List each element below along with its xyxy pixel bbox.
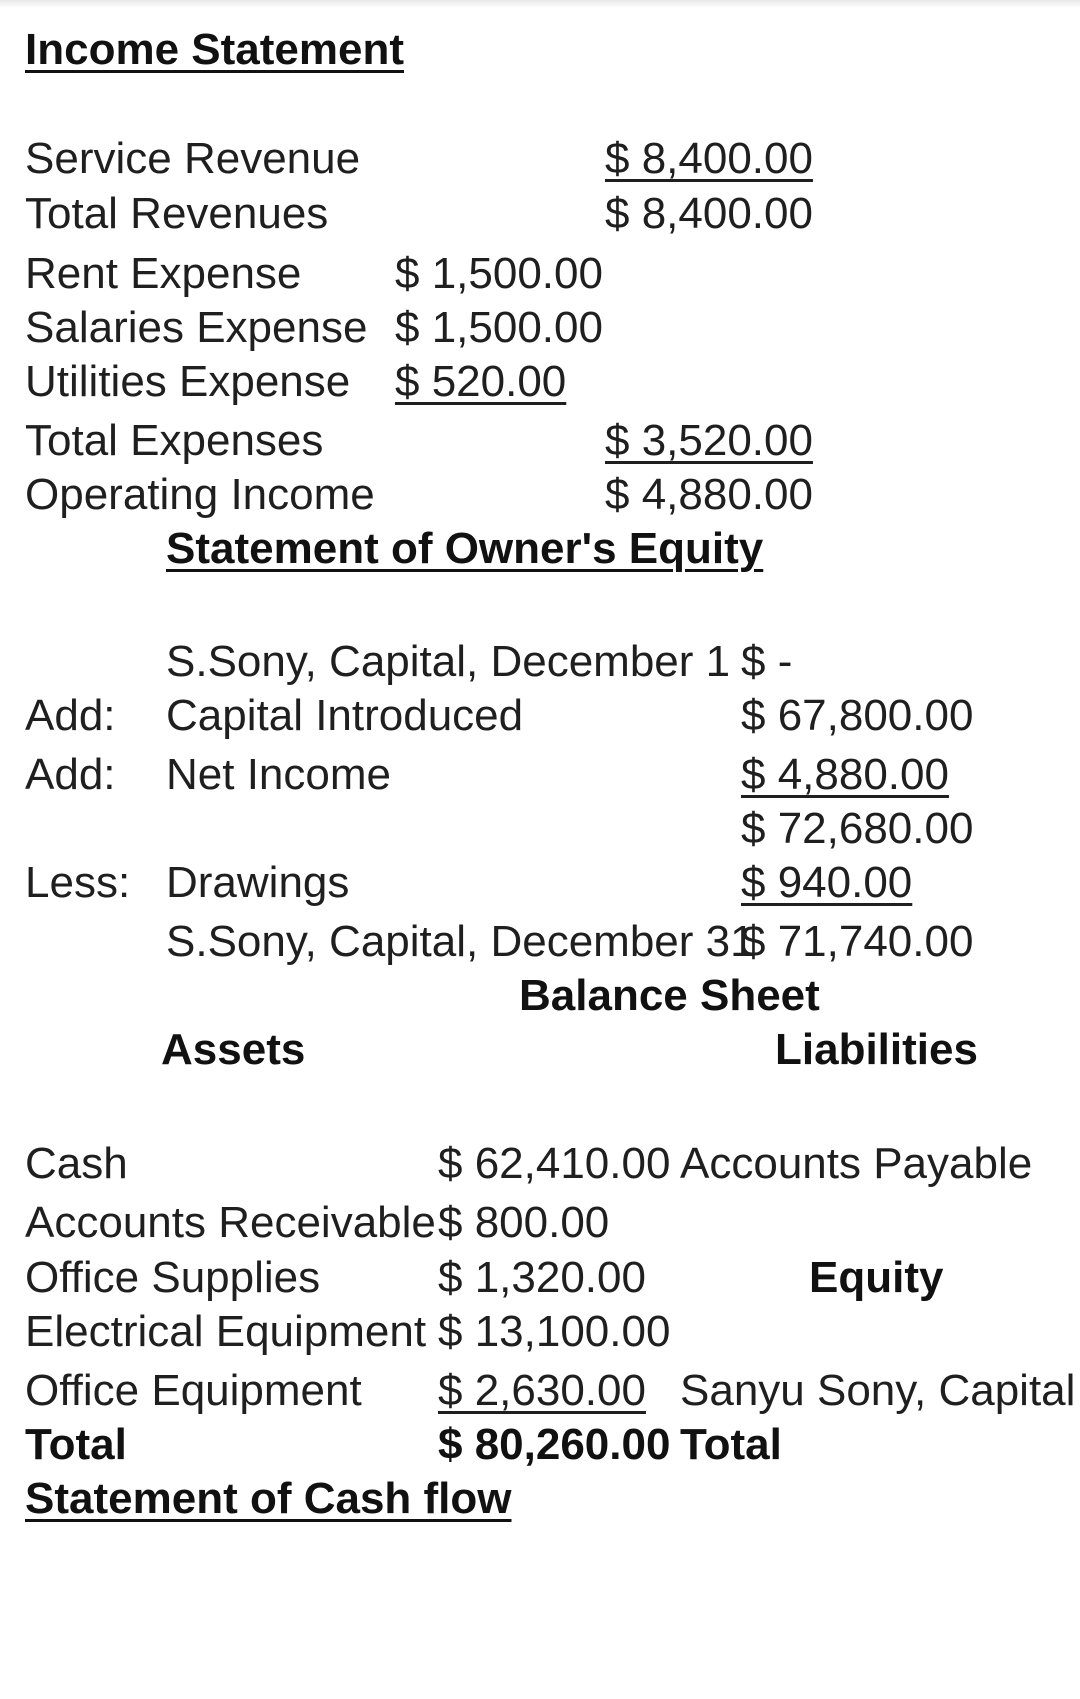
- office-supplies-label: Office Supplies: [25, 1253, 321, 1302]
- accounts-receivable-amount: $ 800.00: [438, 1198, 610, 1247]
- closing-capital-label: S.Sony, Capital, December 31: [166, 917, 755, 966]
- office-supplies-amount: $ 1,320.00: [438, 1253, 646, 1302]
- electrical-equipment-amount: $ 13,100.00: [438, 1307, 671, 1356]
- top-shadow-bar: [0, 0, 1080, 8]
- net-income-label: Net Income: [166, 750, 391, 799]
- salaries-expense-amount: $ 1,500.00: [395, 303, 603, 352]
- total-liabilities-equity-label: Total: [680, 1420, 782, 1469]
- electrical-equipment-label: Electrical Equipment: [25, 1307, 427, 1356]
- net-income-prefix: Add:: [25, 750, 116, 799]
- balance-sheet-title: Balance Sheet: [519, 971, 820, 1020]
- capital-introduced-amount: $ 67,800.00: [741, 691, 974, 740]
- capital-introduced-prefix: Add:: [25, 691, 116, 740]
- total-assets-label: Total: [25, 1420, 127, 1469]
- cash-label: Cash: [25, 1139, 128, 1188]
- operating-income-label: Operating Income: [25, 470, 375, 519]
- closing-capital-amount: $ 71,740.00: [741, 917, 974, 966]
- total-revenues-label: Total Revenues: [25, 189, 329, 238]
- equity-subtotal-amount: $ 72,680.00: [741, 804, 974, 853]
- operating-income-amount: $ 4,880.00: [605, 470, 813, 519]
- rent-expense-label: Rent Expense: [25, 249, 302, 298]
- owners-equity-title: Statement of Owner's Equity: [166, 524, 764, 573]
- utilities-expense-label: Utilities Expense: [25, 357, 351, 406]
- total-expenses-label: Total Expenses: [25, 416, 324, 465]
- drawings-amount: $ 940.00: [741, 858, 913, 907]
- assets-header: Assets: [161, 1025, 306, 1074]
- capital-introduced-label: Capital Introduced: [166, 691, 524, 740]
- sanyu-sony-capital-label: Sanyu Sony, Capital: [680, 1366, 1076, 1415]
- equity-header: Equity: [809, 1253, 944, 1302]
- total-assets-amount: $ 80,260.00: [438, 1420, 671, 1469]
- drawings-label: Drawings: [166, 858, 350, 907]
- office-equipment-amount: $ 2,630.00: [438, 1366, 646, 1415]
- liabilities-header: Liabilities: [775, 1025, 978, 1074]
- opening-capital-amount: $ -: [741, 637, 793, 686]
- accounts-receivable-label: Accounts Receivable: [25, 1198, 436, 1247]
- total-revenues-amount: $ 8,400.00: [605, 189, 813, 238]
- accounts-payable-label: Accounts Payable: [680, 1139, 1033, 1188]
- service-revenue-label: Service Revenue: [25, 134, 361, 183]
- income-statement-title: Income Statement: [25, 25, 404, 74]
- cash-flow-title: Statement of Cash flow: [25, 1474, 512, 1523]
- service-revenue-amount: $ 8,400.00: [605, 134, 813, 183]
- salaries-expense-label: Salaries Expense: [25, 303, 368, 352]
- total-expenses-amount: $ 3,520.00: [605, 416, 813, 465]
- drawings-prefix: Less:: [25, 858, 131, 907]
- rent-expense-amount: $ 1,500.00: [395, 249, 603, 298]
- utilities-expense-amount: $ 520.00: [395, 357, 567, 406]
- office-equipment-label: Office Equipment: [25, 1366, 362, 1415]
- cash-amount: $ 62,410.00: [438, 1139, 671, 1188]
- opening-capital-label: S.Sony, Capital, December 1: [166, 637, 731, 686]
- net-income-amount: $ 4,880.00: [741, 750, 949, 799]
